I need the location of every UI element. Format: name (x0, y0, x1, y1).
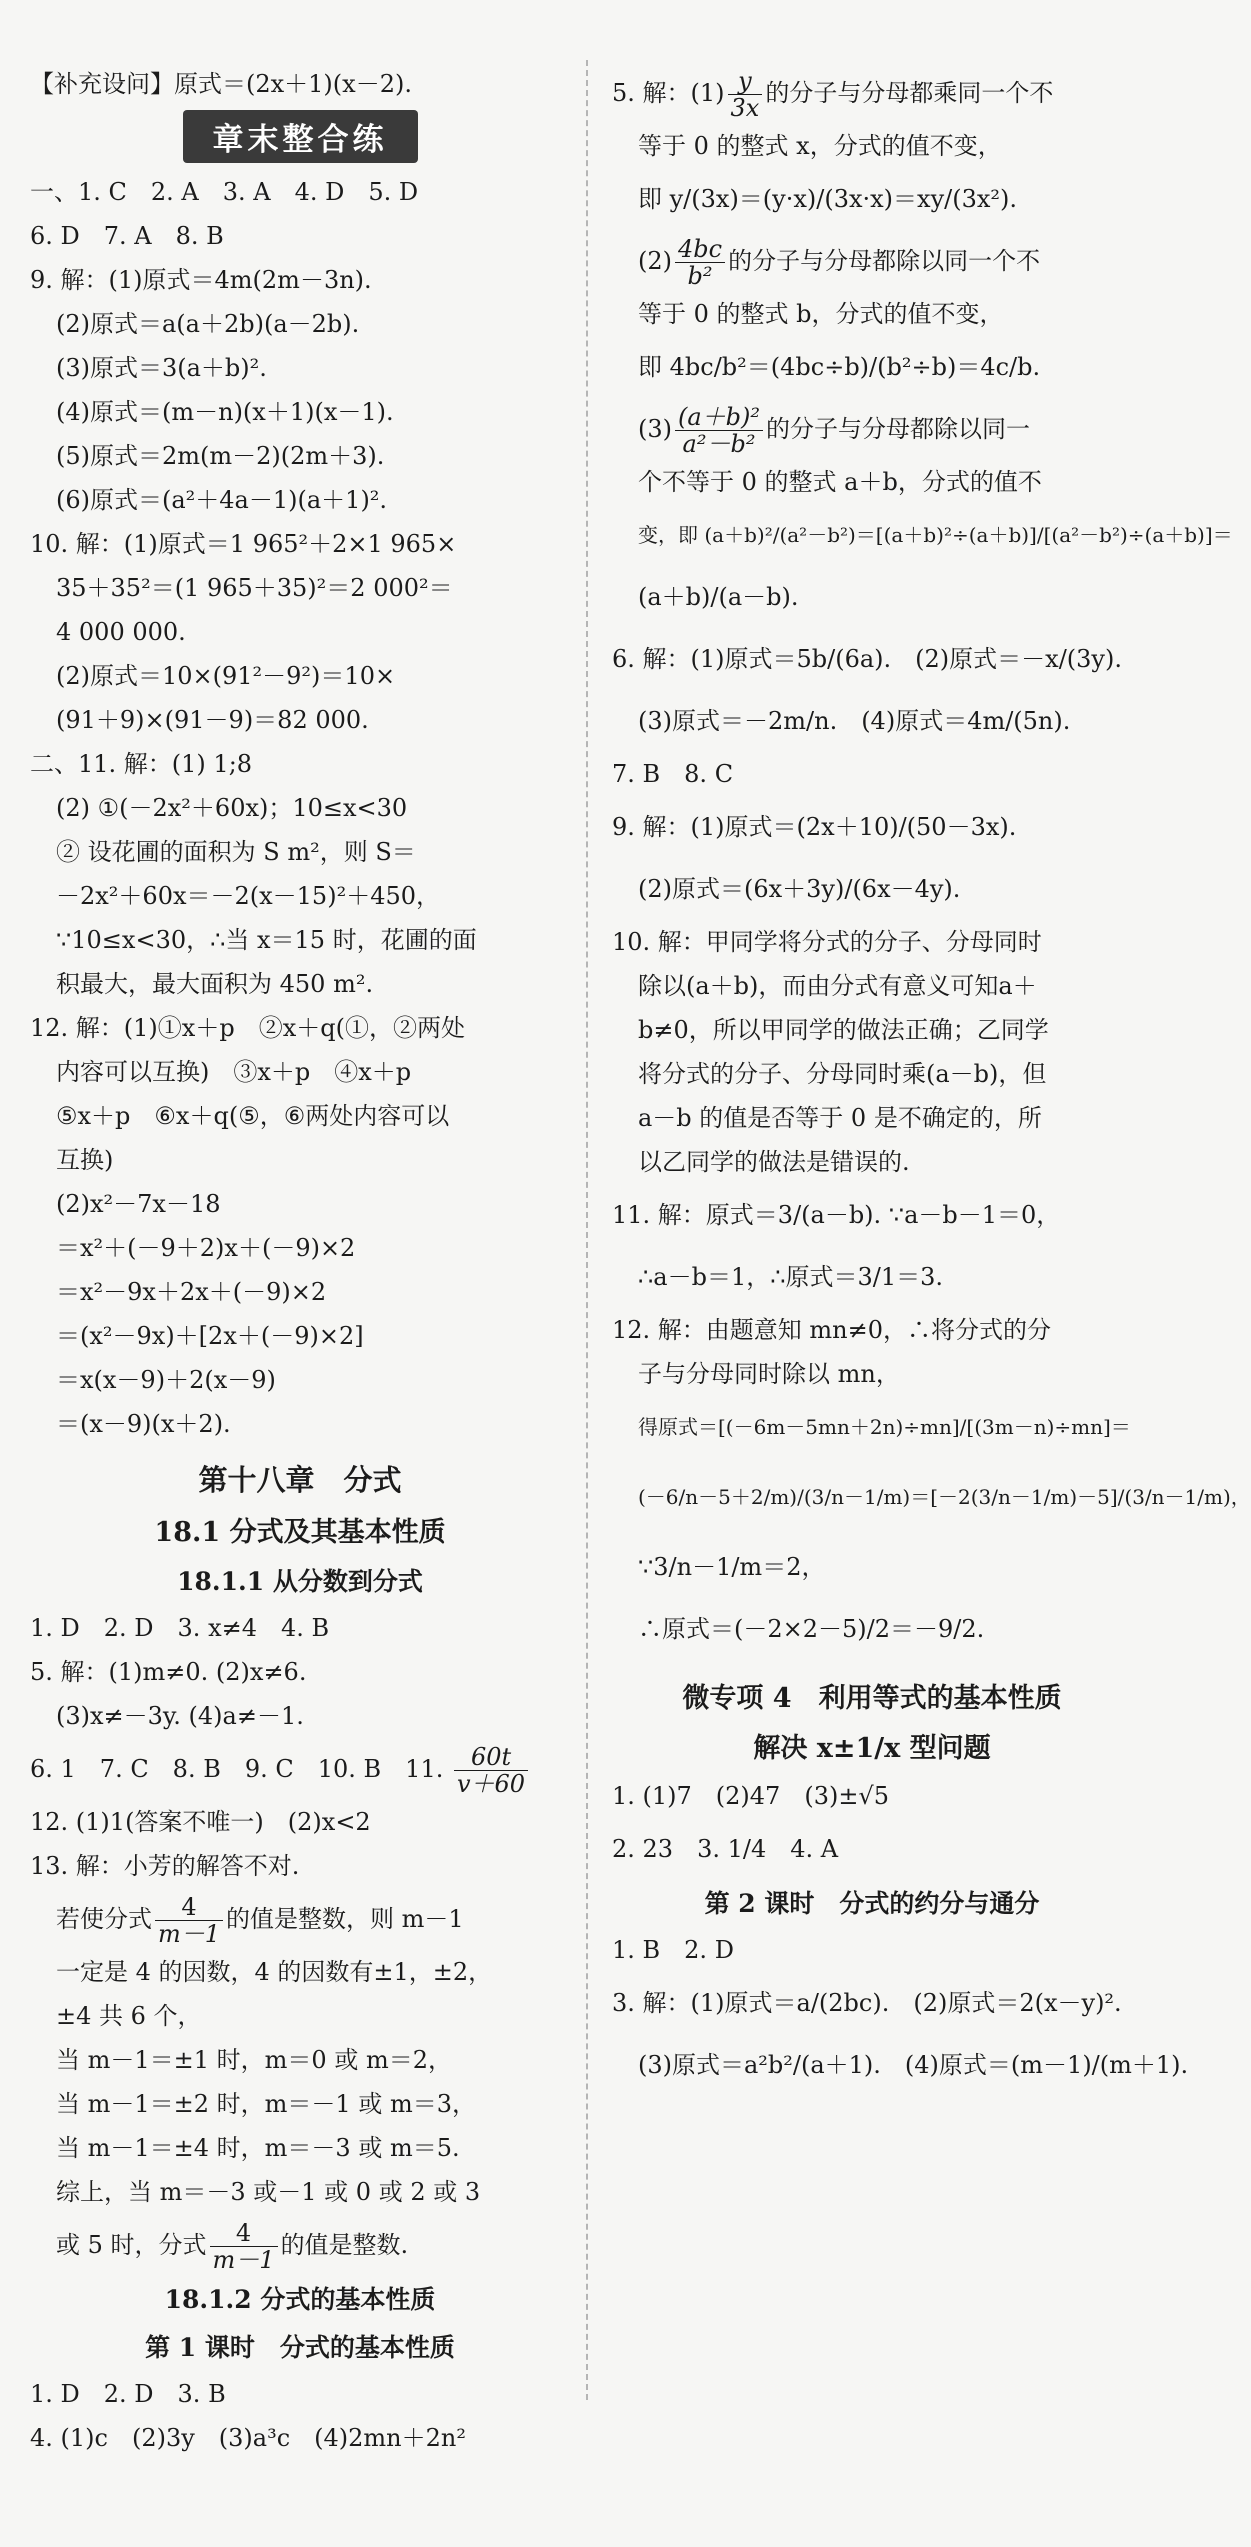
q11-line: ∵10≤x<30，∴当 x＝15 时，花圃的面 (56, 926, 477, 954)
fraction-denominator: 3x (730, 94, 760, 122)
fraction-denominator: m－1 (158, 1920, 221, 1948)
q5-line: 变，即 (a＋b)²/(a²－b²)＝[(a＋b)²÷(a＋b)]/[(a²－b²)÷(a＋b)]＝ (638, 523, 1233, 547)
lesson-2-title: 第 2 课时 分式的约分与通分 (704, 1889, 1040, 1918)
q5-line: 即 4bc/b²＝(4bc÷b)/(b²÷b)＝4c/b. (638, 353, 1041, 381)
q6-line: (3)原式＝－2m/n. (4)原式＝4m/(5n). (638, 707, 1071, 735)
q9-line: 9. 解：(1)原式＝4m(2m－3n). (30, 266, 372, 294)
fraction-numerator: y (728, 68, 763, 95)
answer-13-fraction (155, 1894, 223, 1947)
answers-6-11-text: 6. 1 7. C 8. B 9. C 10. B 11. (30, 1755, 444, 1783)
q12-line: 互换) (56, 1146, 114, 1174)
q10-line: (91＋9)×(91－9)＝82 000. (56, 706, 369, 734)
answer-11-fraction (454, 1744, 528, 1797)
q12-line: 12. 解：(1)①x＋p ②x＋q(①，②两处 (30, 1014, 465, 1042)
answer-13-line1 (30, 1888, 570, 1950)
lesson2-answers-1-2: 1. B 2. D (612, 1936, 734, 1964)
chapter-review-banner-row (30, 106, 570, 170)
q5-text: (3) (638, 415, 672, 443)
q11-line: 11. 解：原式＝3/(a－b). ∵a－b－1＝0， (612, 1201, 1061, 1229)
q12-line: (－6/n－5＋2/m)/(3/n－1/m)＝[－2(3/n－1/m)－5]/(3/n－1/m)， (638, 1485, 1251, 1509)
q12-line: ＝x²－9x＋2x＋(－9)×2 (56, 1278, 327, 1306)
lesson-1-title: 第 1 课时 分式的基本性质 (145, 2333, 455, 2362)
q10-line: 将分式的分子、分母同时乘(a－b)，但 (638, 1060, 1047, 1088)
answer-13-text: 或 5 时，分式 (56, 2231, 207, 2259)
answer-13-text: 的值是整数，则 m－1 (226, 1905, 464, 1933)
q12-line: 子与分母同时除以 mn， (638, 1360, 900, 1388)
subsection-title-18-1-1: 18.1.1 从分数到分式 (177, 1567, 423, 1596)
q11-line: －2x²＋60x＝－2(x－15)²＋450， (56, 882, 440, 910)
q11-line: ∴a－b＝1，∴原式＝3/1＝3. (638, 1263, 944, 1291)
answer-13-line: 综上，当 m＝－3 或－1 或 0 或 2 或 3 (56, 2178, 481, 2206)
q10-line: 4 000 000. (56, 618, 186, 646)
q12-line: 内容可以互换) ③x＋p ④x＋p (56, 1058, 412, 1086)
left-column (30, 62, 570, 2460)
q5-text: 的分子与分母都除以同一个不 (728, 247, 1041, 275)
q12-line: 得原式＝[(－6m－5mn＋2n)÷mn]/[(3m－n)÷mn]＝ (638, 1415, 1131, 1439)
q12-line: ＝(x²－9x)＋[2x＋(－9)×2] (56, 1322, 364, 1350)
answer-13-head: 13. 解：小芳的解答不对. (30, 1852, 300, 1880)
q5-line: (a＋b)/(a－b). (638, 583, 799, 611)
fraction-numerator: (a＋b)² (675, 404, 763, 431)
q5-text: 5. 解：(1) (612, 79, 725, 107)
section-title-18-1: 18.1 分式及其基本性质 (154, 1517, 446, 1548)
q10-line: b≠0，所以甲同学的做法正确；乙同学 (638, 1016, 1049, 1044)
fraction-denominator: a²－b² (682, 430, 756, 458)
lesson1-answers-1-3: 1. D 2. D 3. B (30, 2380, 226, 2408)
fraction-numerator: 4 (155, 1894, 223, 1921)
q5-fraction (675, 236, 725, 289)
fraction-denominator: b² (687, 262, 713, 290)
q12-line: ⑤x＋p ⑥x＋q(⑤，⑥两处内容可以 (56, 1102, 450, 1130)
q5-line7 (612, 398, 1132, 460)
fraction-denominator: m－1 (212, 2246, 275, 2274)
answers-6-11 (30, 1738, 570, 1800)
q11-line: ② 设花圃的面积为 S m²，则 S＝ (56, 838, 416, 866)
section1-answers-line2: 6. D 7. A 8. B (30, 222, 224, 250)
q9-line: (6)原式＝(a²＋4a－1)(a＋1)². (56, 486, 388, 514)
lesson1-answer-4: 4. (1)c (2)3y (3)a³c (4)2mn＋2n² (30, 2424, 466, 2452)
q11-line: (2) ①(－2x²＋60x)；10≤x<30 (56, 794, 408, 822)
q11-line: 积最大，最大面积为 450 m². (56, 970, 374, 998)
fraction-numerator: 4 (210, 2220, 278, 2247)
micro-topic-subtitle: 解决 x±1/x 型问题 (753, 1733, 991, 1764)
micro-answers-1: 1. (1)7 (2)47 (3)±√5 (612, 1782, 889, 1810)
q5-text: 的分子与分母都除以同一 (766, 415, 1031, 443)
q5-line: 个不等于 0 的整式 a＋b，分式的值不 (638, 468, 1042, 496)
answer-5-line: (3)x≠－3y. (4)a≠－1. (56, 1702, 304, 1730)
answer-13-last-line (30, 2214, 570, 2276)
answer-5-line: 5. 解：(1)m≠0. (2)x≠6. (30, 1658, 307, 1686)
chapter-title: 第十八章 分式 (198, 1463, 402, 1497)
q5-line1 (612, 62, 1132, 124)
q5-fraction (675, 404, 763, 457)
subsection-title-18-1-2: 18.1.2 分式的基本性质 (164, 2285, 436, 2314)
q9-line: (2)原式＝(6x＋3y)/(6x－4y). (638, 875, 961, 903)
lesson2-answer-3-line: (3)原式＝a²b²/(a＋1). (4)原式＝(m－1)/(m＋1). (638, 2051, 1189, 2079)
q7-8: 7. B 8. C (612, 760, 734, 788)
micro-topic-title: 微专项 4 利用等式的基本性质 (682, 1683, 1062, 1714)
q12-line: ＝x²＋(－9＋2)x＋(－9)×2 (56, 1234, 356, 1262)
q12-line: (2)x²－7x－18 (56, 1190, 221, 1218)
q10-line: 10. 解：(1)原式＝1 965²＋2×1 965× (30, 530, 457, 558)
q9-line: (5)原式＝2m(m－2)(2m＋3). (56, 442, 385, 470)
q5-line4 (612, 230, 1132, 292)
q12-line: ＝(x－9)(x＋2). (56, 1410, 231, 1438)
q9-line: (3)原式＝3(a＋b)². (56, 354, 267, 382)
q10-line: 除以(a＋b)，而由分式有意义可知a＋ (638, 972, 1037, 1000)
lesson2-answer-3-line: 3. 解：(1)原式＝a/(2bc). (2)原式＝2(x－y)². (612, 1989, 1122, 2017)
q10-line: 10. 解：甲同学将分式的分子、分母同时 (612, 928, 1042, 956)
q5-line: 等于 0 的整式 b，分式的值不变， (638, 300, 1004, 328)
q9-line: 9. 解：(1)原式＝(2x＋10)/(50－3x). (612, 813, 1017, 841)
q5-text: (2) (638, 247, 672, 275)
q12-line: ∵3/n－1/m＝2， (638, 1553, 826, 1581)
q12-line: 12. 解：由题意知 mn≠0，∴将分式的分 (612, 1316, 1052, 1344)
answer-13-line: 当 m－1＝±1 时，m＝0 或 m＝2， (56, 2046, 452, 2074)
supplement-question: 【补充设问】原式＝(2x＋1)(x－2). (30, 70, 412, 98)
answer-13-text: 若使分式 (56, 1905, 152, 1933)
answer-13-text: 的值是整数. (280, 2231, 409, 2259)
q10-line: 35＋35²＝(1 965＋35)²＝2 000²＝ (56, 574, 453, 602)
answer-13-line: 一定是 4 的因数，4 的因数有±1，±2， (56, 1958, 493, 1986)
right-column (612, 62, 1251, 2096)
answer-11-denominator: v＋60 (456, 1770, 526, 1798)
answer-13-line: 当 m－1＝±2 时，m＝－1 或 m＝3， (56, 2090, 476, 2118)
q11-line: 二、11. 解：(1) 1;8 (30, 750, 253, 778)
q5-line: 等于 0 的整式 x，分式的值不变， (638, 132, 1002, 160)
fraction-numerator: 4bc (675, 236, 725, 263)
chapter-review-banner: 章末整合练 (183, 110, 418, 163)
answers-1-4: 1. D 2. D 3. x≠4 4. B (30, 1614, 330, 1642)
micro-answers-2-4: 2. 23 3. 1/4 4. A (612, 1835, 839, 1863)
answer-13-fraction (210, 2220, 278, 2273)
q6-line: 6. 解：(1)原式＝5b/(6a). (2)原式＝－x/(3y). (612, 645, 1122, 673)
q12-line: ∴原式＝(－2×2－5)/2＝－9/2. (638, 1615, 985, 1643)
q5-line: 即 y/(3x)＝(y·x)/(3x·x)＝xy/(3x²). (638, 185, 1017, 213)
column-divider (586, 60, 588, 2400)
q9-line: (4)原式＝(m－n)(x＋1)(x－1). (56, 398, 394, 426)
answer-13-line: ±4 共 6 个， (56, 2002, 202, 2030)
answer-13-line: 当 m－1＝±4 时，m＝－3 或 m＝5. (56, 2134, 460, 2162)
q12-line: ＝x(x－9)＋2(x－9) (56, 1366, 276, 1394)
q10-line: a－b 的值是否等于 0 是不确定的，所 (638, 1104, 1042, 1132)
section1-answers-line1: 一、1. C 2. A 3. A 4. D 5. D (30, 178, 419, 206)
q5-fraction (728, 68, 763, 121)
answer-11-numerator: 60t (454, 1744, 528, 1771)
q10-line: 以乙同学的做法是错误的. (638, 1148, 910, 1176)
q9-line: (2)原式＝a(a＋2b)(a－2b). (56, 310, 360, 338)
q10-line: (2)原式＝10×(91²－9²)＝10× (56, 662, 396, 690)
q5-text: 的分子与分母都乘同一个不 (765, 79, 1054, 107)
answer-12: 12. (1)1(答案不唯一) (2)x<2 (30, 1808, 371, 1836)
